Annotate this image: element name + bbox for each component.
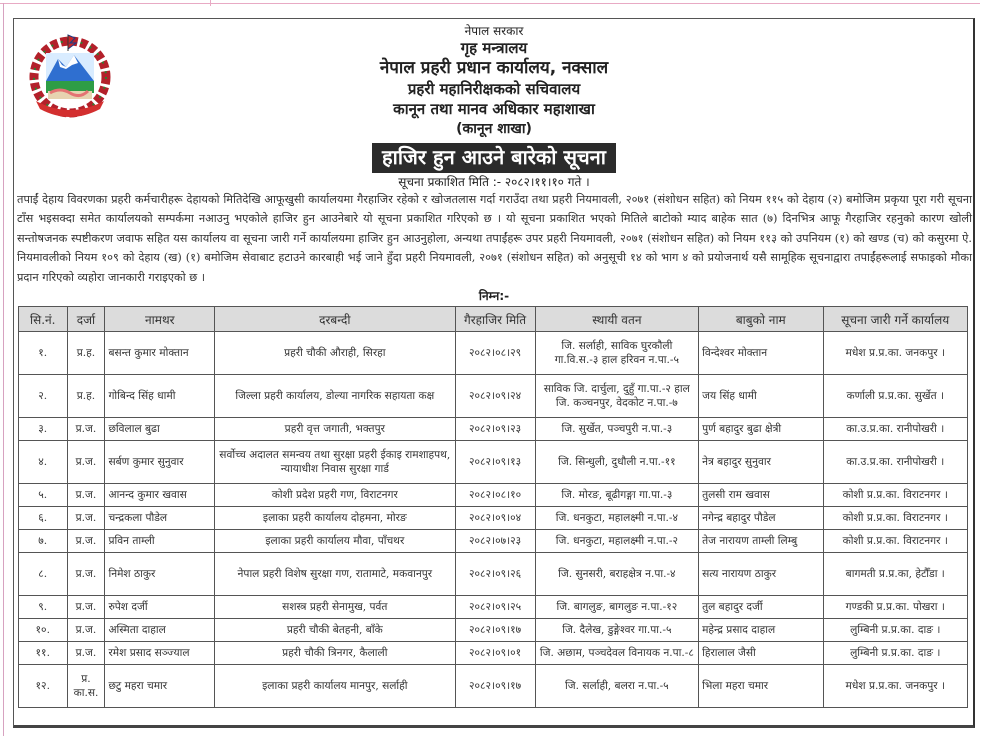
cell-absent-date: २०८२।०९।२४ — [455, 375, 535, 418]
cell-posting: नेपाल प्रहरी विशेष सुरक्षा गण, रातामाटे, मकवानपुर — [215, 553, 455, 596]
cell-absent-date: २०८२।०७।२३ — [455, 530, 535, 553]
cell-name: प्रविन ताम्ली — [105, 530, 215, 553]
cell-posting: प्रहरी चौकी बेतहनी, बाँके — [215, 619, 455, 642]
cell-permanent-address: जि. सर्लाही, साविक घुरकौली गा.वि.स.-३ हाल हरिवन न.पा.-५ — [535, 332, 698, 375]
cell-rank: प्र.ज. — [67, 484, 105, 507]
cell-rank: प्र.ज. — [67, 530, 105, 553]
cell-issuing-office: का.उ.प्र.का. रानीपोखरी । — [823, 418, 968, 441]
cell-father-name: पुर्ण बहादुर बुढा क्षेत्री — [699, 418, 823, 441]
notice-frame — [13, 18, 975, 728]
secretariat-label: प्रहरी महानिरीक्षकको सचिवालय — [407, 80, 581, 98]
cell-name: निमेश ठाकुर — [105, 553, 215, 596]
headquarters-label: नेपाल प्रहरी प्रधान कार्यालय, नक्साल — [379, 58, 609, 78]
col-header-permanent-address: स्थायी वतन — [535, 307, 698, 332]
table-row — [19, 484, 968, 507]
cell-absent-date: २०८२।०९।१३ — [455, 441, 535, 484]
cell-name: छटु महरा चमार — [105, 665, 215, 708]
table-row — [19, 596, 968, 619]
cell-rank: प्र.ज. — [67, 596, 105, 619]
cell-absent-date: २०८२।०९।२६ — [455, 553, 535, 596]
table-header-row — [19, 307, 968, 332]
cell-absent-date: २०८२।०९।१७ — [455, 665, 535, 708]
cell-rank: प्र.ज. — [67, 619, 105, 642]
cell-absent-date: २०८२।०८।२९ — [455, 332, 535, 375]
cell-posting: इलाका प्रहरी कार्यालय मौवा, पाँचथर — [215, 530, 455, 553]
cell-serial: ९. — [19, 596, 68, 619]
cell-serial: ५. — [19, 484, 68, 507]
cell-rank: प्र.ज. — [67, 441, 105, 484]
cell-permanent-address: जि. सुनसरी, बराहक्षेत्र न.पा.-४ — [535, 553, 698, 596]
cell-permanent-address: जि. सुर्खेत, पञ्चपुरी न.पा.-३ — [535, 418, 698, 441]
table-row — [19, 619, 968, 642]
cell-absent-date: २०८२।०९।१७ — [455, 619, 535, 642]
cell-rank: प्र. का.स. — [67, 665, 105, 708]
cell-permanent-address: जि. धनकुटा, महालक्ष्मी न.पा.-४ — [535, 507, 698, 530]
cell-absent-date: २०८२।०९।०४ — [455, 507, 535, 530]
col-header-posting: दरबन्दी — [215, 307, 455, 332]
cell-serial: ३. — [19, 418, 68, 441]
notice-body-paragraph: तपाईं देहाय विवरणका प्रहरी कर्मचारीहरू देहायको मितिदेखि आफूखुसी कार्यालयमा गैरहाजिर रहेको र खोजतलास गर्दा गराउँदा तथा प्रहरी नियमावली, २०७१ (संशोधन सहित) को नियम ११५ को देहाय (२) बमोजिम प्रकृया पूरा गरी सूचना टाँस भइसक्दा समेत कार्यालयको सम्पर्कमा नआउनु भएकोले हाजिर हुन आउनेबारे यो सूचना प्रकाशित गरिएको छ । यो सूचना प्रकाशित भएको मितिले बाटोको म्याद बाहेक सात (७) दिनभित्र आफू गैरहाजिर रहनुको कारण खोली सन्तोषजनक स्पष्टीकरण जवाफ सहित यस कार्यालय वा सूचना जारी गर्ने कार्यालयमा हाजिर हुन आउनुहोला, अन्यथा तपाईंहरू उपर प्रहरी नियमावली, २०७१ (संशोधन सहित) को नियम ११३ को उपनियम (१) को खण्ड (च) को कसुरमा ऐ. नियमावलीको नियम १०९ को देहाय (ख) (१) बमोजिम सेवाबाट हटाउने कारबाही भई जाने हुँदा प्रहरी नियमावली, २०७१ (संशोधन सहित) को अनुसूची १४ को भाग ४ को प्रयोजनार्थ यसै सामूहिक सूचनाद्वारा तपाईंहरूलाई सफाइको मौका प्रदान गरिएको व्यहोरा जानकारी गराइएको छ । — [17, 193, 972, 284]
cell-rank: प्र.ज. — [67, 507, 105, 530]
division-label: कानून तथा मानव अधिकार महाशाखा — [393, 100, 595, 118]
cell-permanent-address: जि. सिन्धुली, दुधौली न.पा.-११ — [535, 441, 698, 484]
cell-issuing-office: लुम्बिनी प्र.प्र.का. दाङ । — [823, 642, 968, 665]
cell-father-name: हिरालाल जैसी — [699, 642, 823, 665]
notice-header — [14, 19, 974, 190]
cell-permanent-address: जि. बागलुङ, बागलुङ न.पा.-१२ — [535, 596, 698, 619]
cell-name: बसन्त कुमार मोक्तान — [105, 332, 215, 375]
cell-issuing-office: कोशी प्र.प्र.का. विराटनगर । — [823, 530, 968, 553]
cell-posting: कोशी प्रदेश प्रहरी गण, विराटनगर — [215, 484, 455, 507]
ministry-label: गृह मन्त्रालय — [460, 39, 528, 57]
cell-serial: १०. — [19, 619, 68, 642]
cell-serial: १२. — [19, 665, 68, 708]
cell-permanent-address: जि. अछाम, पञ्चदेवल विनायक न.पा.-८ — [535, 642, 698, 665]
col-header-father-name: बाबुको नाम — [699, 307, 823, 332]
table-row — [19, 553, 968, 596]
cell-father-name: महेन्द्र प्रसाद दाहाल — [699, 619, 823, 642]
table-row — [19, 642, 968, 665]
cell-posting: इलाका प्रहरी कार्यालय मानपुर, सर्लाही — [215, 665, 455, 708]
cell-rank: प्र.ज. — [67, 418, 105, 441]
col-header-absent-date: गैरहाजिर मिति — [455, 307, 535, 332]
cell-serial: १. — [19, 332, 68, 375]
table-row — [19, 332, 968, 375]
cell-name: रुपेश दर्जी — [105, 596, 215, 619]
table-row — [19, 507, 968, 530]
cell-issuing-office: गण्डकी प्र.प्र.का. पोखरा । — [823, 596, 968, 619]
cell-permanent-address: जि. दैलेख, डुङ्गेश्वर गा.पा.-५ — [535, 619, 698, 642]
cell-father-name: जय सिंह धामी — [699, 375, 823, 418]
cell-rank: प्र.ज. — [67, 553, 105, 596]
cell-permanent-address: साविक जि. दार्चुला, दुहुँ गा.पा.-२ हाल जि. कञ्चनपुर, वेदकोट न.पा.-७ — [535, 375, 698, 418]
col-header-rank: दर्जा — [67, 307, 105, 332]
cell-name: अस्मिता दाहाल — [105, 619, 215, 642]
cell-serial: ८. — [19, 553, 68, 596]
cell-name: चन्द्रकला पौडेल — [105, 507, 215, 530]
table-row — [19, 441, 968, 484]
cell-father-name: तुल बहादुर दर्जी — [699, 596, 823, 619]
notice-title: हाजिर हुन आउने बारेको सूचना — [372, 143, 616, 173]
cell-rank: प्र.ह. — [67, 332, 105, 375]
cell-absent-date: २०८२।०९।२३ — [455, 418, 535, 441]
cell-issuing-office: बागमती प्र.प्र.का, हेटौँडा । — [823, 553, 968, 596]
cell-posting: इलाका प्रहरी कार्यालय दोहमना, मोरङ — [215, 507, 455, 530]
cell-absent-date: २०८२।०८।१० — [455, 484, 535, 507]
cell-absent-date: २०८२।०९।०१ — [455, 642, 535, 665]
cell-serial: ६. — [19, 507, 68, 530]
cell-father-name: भिला महरा चमार — [699, 665, 823, 708]
cell-name: गोबिन्द सिंह धामी — [105, 375, 215, 418]
page-border-left — [3, 3, 4, 736]
cell-rank: प्र.ह. — [67, 375, 105, 418]
table-row — [19, 418, 968, 441]
cell-serial: ७. — [19, 530, 68, 553]
page-border-top — [0, 3, 980, 4]
cell-name: रमेश प्रसाद सञ्ज्याल — [105, 642, 215, 665]
cell-serial: ११. — [19, 642, 68, 665]
cell-issuing-office: मधेश प्र.प्र.का. जनकपुर । — [823, 332, 968, 375]
table-row — [19, 530, 968, 553]
cell-serial: ४. — [19, 441, 68, 484]
cell-father-name: विन्देश्वर मोक्तान — [699, 332, 823, 375]
table-row — [19, 665, 968, 708]
cell-issuing-office: कर्णाली प्र.प्र.का. सुर्खेत । — [823, 375, 968, 418]
cell-absent-date: २०८२।०९।२५ — [455, 596, 535, 619]
col-header-serial: सि.नं. — [19, 307, 68, 332]
cell-name: आनन्द कुमार खवास — [105, 484, 215, 507]
cell-father-name: सत्य नारायण ठाकुर — [699, 553, 823, 596]
published-date: सूचना प्रकाशित मिति :- २०८२।११।१० गते । — [398, 175, 590, 189]
cell-permanent-address: जि. सर्लाही, बलरा न.पा.-५ — [535, 665, 698, 708]
cell-issuing-office: मधेश प्र.प्र.का. जनकपुर । — [823, 665, 968, 708]
table-row — [19, 375, 968, 418]
cell-father-name: नगेन्द्र बहादुर पौडेल — [699, 507, 823, 530]
cell-posting: प्रहरी वृत्त जगाती, भक्तपुर — [215, 418, 455, 441]
branch-label: (कानून शाखा) — [456, 121, 532, 137]
cell-issuing-office: कोशी प्र.प्र.का. विराटनगर । — [823, 484, 968, 507]
page-border-tick — [210, 0, 211, 6]
cell-posting: सर्वोच्च अदालत समन्वय तथा सुरक्षा प्रहरी ईकाइ रामशाहपथ, न्यायाधीश निवास सुरक्षा गार्ड — [215, 441, 455, 484]
cell-posting: जिल्ला प्रहरी कार्यालय, डोल्या नागरिक सहायता कक्ष — [215, 375, 455, 418]
cell-name: सर्बण कुमार सुनुवार — [105, 441, 215, 484]
col-header-name: नामथर — [105, 307, 215, 332]
cell-father-name: तुलसी राम खवास — [699, 484, 823, 507]
absentee-table — [18, 306, 968, 708]
cell-father-name: नेत्र बहादुर सुनुवार — [699, 441, 823, 484]
cell-issuing-office: का.उ.प्र.का. रानीपोखरी । — [823, 441, 968, 484]
cell-posting: सशस्त्र प्रहरी सेनामुख, पर्वत — [215, 596, 455, 619]
cell-serial: २. — [19, 375, 68, 418]
cell-posting: प्रहरी चौकी औराही, सिरहा — [215, 332, 455, 375]
government-label: नेपाल सरकार — [464, 24, 524, 38]
col-header-issuing-office: सूचना जारी गर्ने कार्यालय — [823, 307, 968, 332]
cell-rank: प्र.ज. — [67, 642, 105, 665]
cell-issuing-office: लुम्बिनी प्र.प्र.का. दाङ । — [823, 619, 968, 642]
cell-father-name: तेज नारायण ताम्ली लिम्बु — [699, 530, 823, 553]
cell-name: छविलाल बुढा — [105, 418, 215, 441]
cell-posting: प्रहरी चौकी त्रिनगर, कैलाली — [215, 642, 455, 665]
list-heading: निम्न:- — [478, 289, 510, 303]
cell-permanent-address: जि. धनकुटा, महालक्ष्मी न.पा.-२ — [535, 530, 698, 553]
cell-issuing-office: कोशी प्र.प्र.का. विराटनगर । — [823, 507, 968, 530]
cell-permanent-address: जि. मोरङ, बूढीगङ्गा गा.पा.-३ — [535, 484, 698, 507]
